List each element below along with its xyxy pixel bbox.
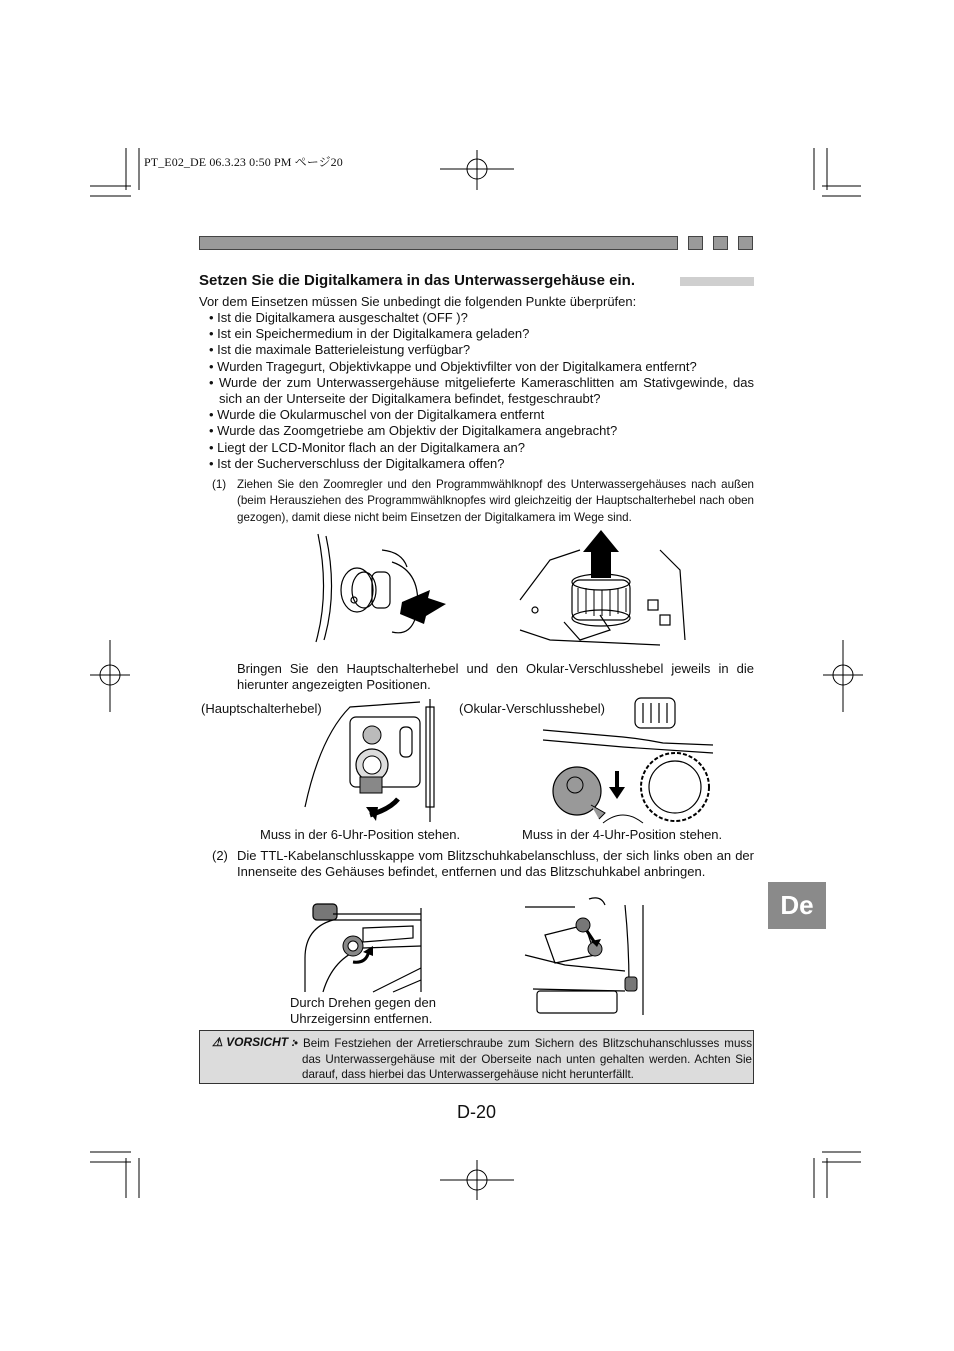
step-1-number: (1) — [212, 478, 227, 491]
title-accent-bar — [680, 277, 754, 286]
step-2-text: Die TTL-Kabelanschlusskappe vom Blitzschuhkabelanschluss, der sich links oben an der Innenseite des Gehäuses befindet, entfernen und das Blitzschuhkabel anbringen. — [237, 848, 754, 880]
list-item: • Wurde das Zoomgetriebe am Objektiv der Digitalkamera angebracht? — [209, 423, 618, 439]
list-item: • Ist die Digitalkamera ausgeschaltet (OFF )? — [209, 310, 468, 325]
header-square — [738, 236, 753, 250]
caution-text: • Beim Festziehen der Arretierschraube zum Sichern des Blitzschuhanschlusses muss das Unterwassergehäuse mit der Oberseite nach unten gehalten werden. Achten Sie darauf, dass hierbei das Unterwassergehäuse nicht herunterfällt. — [294, 1037, 752, 1082]
caution-box — [199, 1030, 754, 1084]
eyepiece-lever-illustration — [543, 695, 718, 825]
caution-label-text: VORSICHT : — [226, 1035, 296, 1049]
header-bar — [199, 236, 678, 250]
section-title: Setzen Sie die Digitalkamera in das Unterwassergehäuse ein. — [199, 272, 636, 289]
language-tab: De — [768, 882, 826, 929]
list-item: • Wurde der zum Unterwassergehäuse mitgelieferte Kameraschlitten am Stativgewinde, das sich an der Unterseite der Digitalkamera befindet, festgeschraubt? — [209, 374, 754, 407]
warning-icon: ⚠ — [212, 1035, 223, 1049]
label-eyepiece-lever: (Okular-Verschlusshebel) — [459, 701, 605, 716]
registration-mark-top — [440, 150, 514, 190]
header-square — [713, 236, 728, 250]
list-item: • Ist die maximale Batterieleistung verfügbar? — [209, 342, 471, 358]
header-square — [688, 236, 703, 250]
caption-eyepiece-lever: Muss in der 4-Uhr-Position stehen. — [522, 827, 723, 842]
ttl-cap-illustration — [303, 898, 425, 993]
caption-ttl-cap: Durch Drehen gegen den Uhrzeigersinn entfernen. — [290, 995, 436, 1026]
mode-dial-illustration — [520, 530, 690, 650]
intro-text: Vor dem Einsetzen müssen Sie unbedingt die folgenden Punkte überprüfen: — [199, 294, 637, 309]
zoom-dial-illustration — [312, 532, 447, 647]
list-item: • Ist der Sucherverschluss der Digitalkamera offen? — [209, 455, 505, 471]
registration-mark-bottom — [440, 1160, 514, 1200]
list-item: • Ist ein Speichermedium in der Digitalkamera geladen? — [209, 326, 530, 342]
caption-main-switch: Muss in der 6-Uhr-Position stehen. — [260, 827, 461, 842]
page-number: D-20 — [457, 1102, 497, 1122]
registration-mark-right — [823, 640, 863, 712]
registration-mark-left — [90, 640, 130, 712]
label-main-switch: (Hauptschalterhebel) — [201, 701, 322, 716]
list-item: • Liegt der LCD-Monitor flach an der Digitalkamera an? — [209, 439, 525, 455]
flash-cable-illustration — [525, 895, 650, 1015]
list-item: • Wurde die Okularmuschel von der Digitalkamera entfernt — [209, 407, 545, 423]
step-1-text-2: Bringen Sie den Hauptschalterhebel und den Okular-Verschlusshebel jeweils in die hierunter angezeigten Positionen. — [237, 661, 754, 693]
list-item: • Wurden Tragegurt, Objektivkappe und Objektivfilter von der Digitalkamera entfernt? — [209, 358, 697, 374]
main-switch-lever-illustration — [300, 697, 440, 822]
caution-label — [212, 1035, 295, 1049]
step-1-text: Ziehen Sie den Zoomregler und den Programmwählknopf des Unterwassergehäuses nach außen (beim Herausziehen des Programmwählknopfes wird gleichzeitig der Hauptschalterhebel nach oben gezogen), damit diese nicht beim Einsetzen der Digitalkamera im Wege sind. — [237, 478, 754, 524]
step-2-number: (2) — [212, 848, 228, 863]
print-slug: PT_E02_DE 06.3.23 0:50 PM ページ20 — [144, 155, 343, 169]
checklist — [209, 310, 754, 472]
